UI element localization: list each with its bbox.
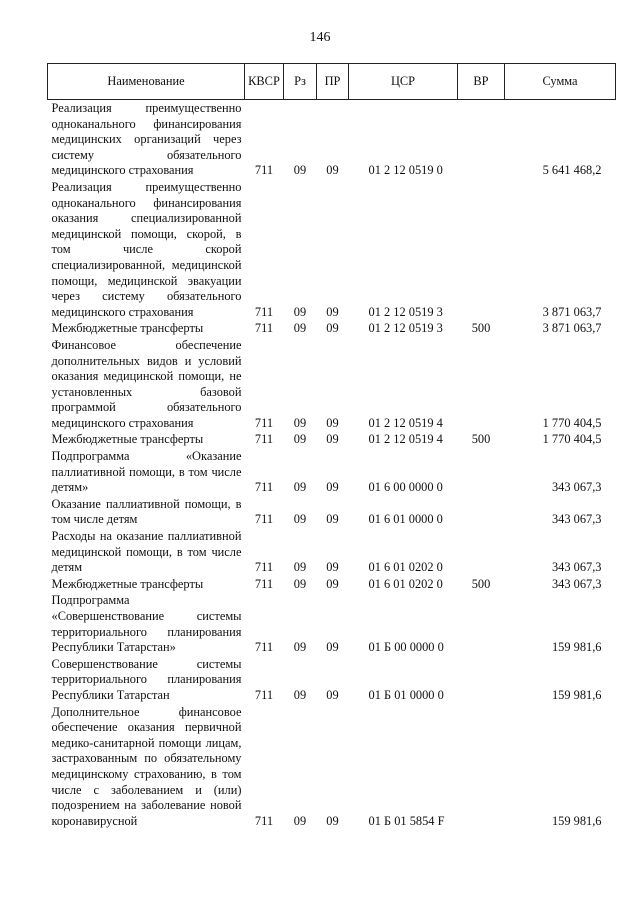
table-row — [48, 179, 616, 320]
header-csr: ЦСР — [349, 64, 458, 100]
row-name: Реализация преимущественно одноканального финансирования оказания специализированной медицинской помощи, скорой, в том числе скорой специализированной, медицинской помощи, медицинской эвакуации через систему обязательного медицинского страхования — [51, 179, 242, 319]
row-sum: 343 067,3 — [551, 512, 602, 527]
table-body — [48, 100, 616, 830]
row-rz: 09 — [293, 813, 307, 828]
row-vr — [458, 448, 505, 496]
row-vr: 500 — [471, 321, 491, 336]
row-rz: 09 — [293, 512, 307, 527]
row-sum: 343 067,3 — [551, 576, 602, 591]
row-vr — [458, 496, 505, 528]
row-kvsr: 711 — [254, 576, 274, 591]
row-kvsr: 711 — [254, 560, 274, 575]
row-sum: 1 770 404,5 — [542, 415, 602, 430]
row-name: Дополнительное финансовое обеспечение оказания первичной медико-санитарной помощи лицам, застрахованным по обязательному медицинскому страхованию, в том числе с заболеванием и (или) подозрением на заболевание новой коронавирусной — [51, 704, 242, 828]
row-rz: 09 — [293, 560, 307, 575]
row-vr: 500 — [471, 432, 491, 447]
table-row — [48, 448, 616, 496]
row-kvsr: 711 — [254, 480, 274, 495]
row-csr: 01 Б 00 0000 0 — [368, 640, 444, 655]
table-row — [48, 592, 616, 655]
row-vr — [458, 337, 505, 432]
row-sum: 3 871 063,7 — [542, 304, 602, 319]
row-vr — [458, 592, 505, 655]
header-sum: Сумма — [505, 64, 616, 100]
row-name: Подпрограмма «Оказание паллиативной помощи, в том числе детям» — [51, 449, 242, 495]
row-rz: 09 — [293, 321, 307, 336]
row-csr: 01 2 12 0519 0 — [368, 163, 443, 178]
row-vr: 500 — [471, 576, 491, 591]
row-kvsr: 711 — [254, 813, 274, 828]
row-vr — [458, 528, 505, 576]
row-sum: 159 981,6 — [551, 640, 602, 655]
row-kvsr: 711 — [254, 304, 274, 319]
row-csr: 01 Б 01 0000 0 — [368, 687, 444, 702]
header-name: Наименование — [48, 64, 245, 100]
row-pr: 09 — [326, 813, 339, 828]
row-rz: 09 — [293, 432, 307, 447]
table-row — [48, 337, 616, 432]
row-pr: 09 — [326, 163, 339, 178]
row-sum: 159 981,6 — [551, 687, 602, 702]
row-rz: 09 — [293, 415, 307, 430]
row-pr: 09 — [326, 576, 339, 591]
row-kvsr: 711 — [254, 163, 274, 178]
row-kvsr: 711 — [254, 640, 274, 655]
row-vr — [458, 656, 505, 704]
row-pr: 09 — [326, 687, 339, 702]
row-sum: 159 981,6 — [551, 813, 602, 828]
row-name: Оказание паллиативной помощи, в том числе детям — [51, 496, 242, 527]
row-pr: 09 — [326, 304, 339, 319]
row-csr: 01 6 00 0000 0 — [368, 480, 443, 495]
row-kvsr: 711 — [254, 321, 274, 336]
page-number: 146 — [309, 30, 331, 45]
table-row — [48, 100, 616, 179]
row-name: Расходы на оказание паллиативной медицинской помощи, в том числе детям — [51, 529, 242, 575]
row-pr: 09 — [326, 415, 339, 430]
row-sum: 343 067,3 — [551, 480, 602, 495]
row-rz: 09 — [293, 640, 307, 655]
row-csr: 01 6 01 0202 0 — [368, 576, 443, 591]
header-kvsr: КВСР — [245, 64, 284, 100]
row-vr — [458, 179, 505, 320]
row-pr: 09 — [326, 640, 339, 655]
row-kvsr: 711 — [254, 512, 274, 527]
row-pr: 09 — [326, 512, 339, 527]
row-vr — [458, 704, 505, 830]
table-row — [48, 431, 616, 448]
row-rz: 09 — [293, 687, 307, 702]
row-sum: 343 067,3 — [551, 560, 602, 575]
row-rz: 09 — [293, 304, 307, 319]
table-row — [48, 704, 616, 830]
row-sum: 3 871 063,7 — [542, 321, 602, 336]
row-name: Реализация преимущественно одноканального финансирования медицинских организаций через систему обязательного медицинского страхования — [51, 101, 242, 178]
row-pr: 09 — [326, 432, 339, 447]
row-name: Межбюджетные трансферты — [51, 576, 204, 591]
row-pr: 09 — [326, 480, 339, 495]
table-row — [48, 656, 616, 704]
row-sum: 1 770 404,5 — [542, 432, 602, 447]
row-rz: 09 — [293, 163, 307, 178]
table-row — [48, 576, 616, 593]
row-name: Межбюджетные трансферты — [51, 432, 204, 447]
row-name: Межбюджетные трансферты — [51, 321, 204, 336]
row-sum: 5 641 468,2 — [542, 163, 602, 178]
row-rz: 09 — [293, 576, 307, 591]
row-rz: 09 — [293, 480, 307, 495]
row-name: Подпрограмма «Совершенствование системы территориального планирования Республики Татарстан» — [51, 593, 242, 655]
budget-table — [47, 63, 616, 829]
row-csr: 01 2 12 0519 3 — [368, 304, 443, 319]
row-csr: 01 2 12 0519 3 — [368, 321, 443, 336]
row-vr — [458, 100, 505, 179]
table-header — [48, 64, 616, 100]
row-csr: 01 2 12 0519 4 — [368, 415, 443, 430]
row-name: Совершенствование системы территориального планирования Республики Татарстан — [51, 656, 242, 702]
row-kvsr: 711 — [254, 415, 274, 430]
table-row — [48, 320, 616, 337]
row-kvsr: 711 — [254, 432, 274, 447]
row-pr: 09 — [326, 560, 339, 575]
row-csr: 01 6 01 0000 0 — [368, 512, 443, 527]
row-pr: 09 — [326, 321, 339, 336]
row-csr: 01 Б 01 5854 F — [368, 813, 445, 828]
row-csr: 01 2 12 0519 4 — [368, 432, 443, 447]
row-csr: 01 6 01 0202 0 — [368, 560, 443, 575]
table-row — [48, 496, 616, 528]
row-kvsr: 711 — [254, 687, 274, 702]
header-vr: ВР — [458, 64, 505, 100]
table-row — [48, 528, 616, 576]
header-pr: ПР — [317, 64, 349, 100]
header-rz: Рз — [284, 64, 317, 100]
row-name: Финансовое обеспечение дополнительных видов и условий оказания медицинской помощи, не установленных базовой программой обязательного медицинского страхования — [51, 337, 242, 430]
